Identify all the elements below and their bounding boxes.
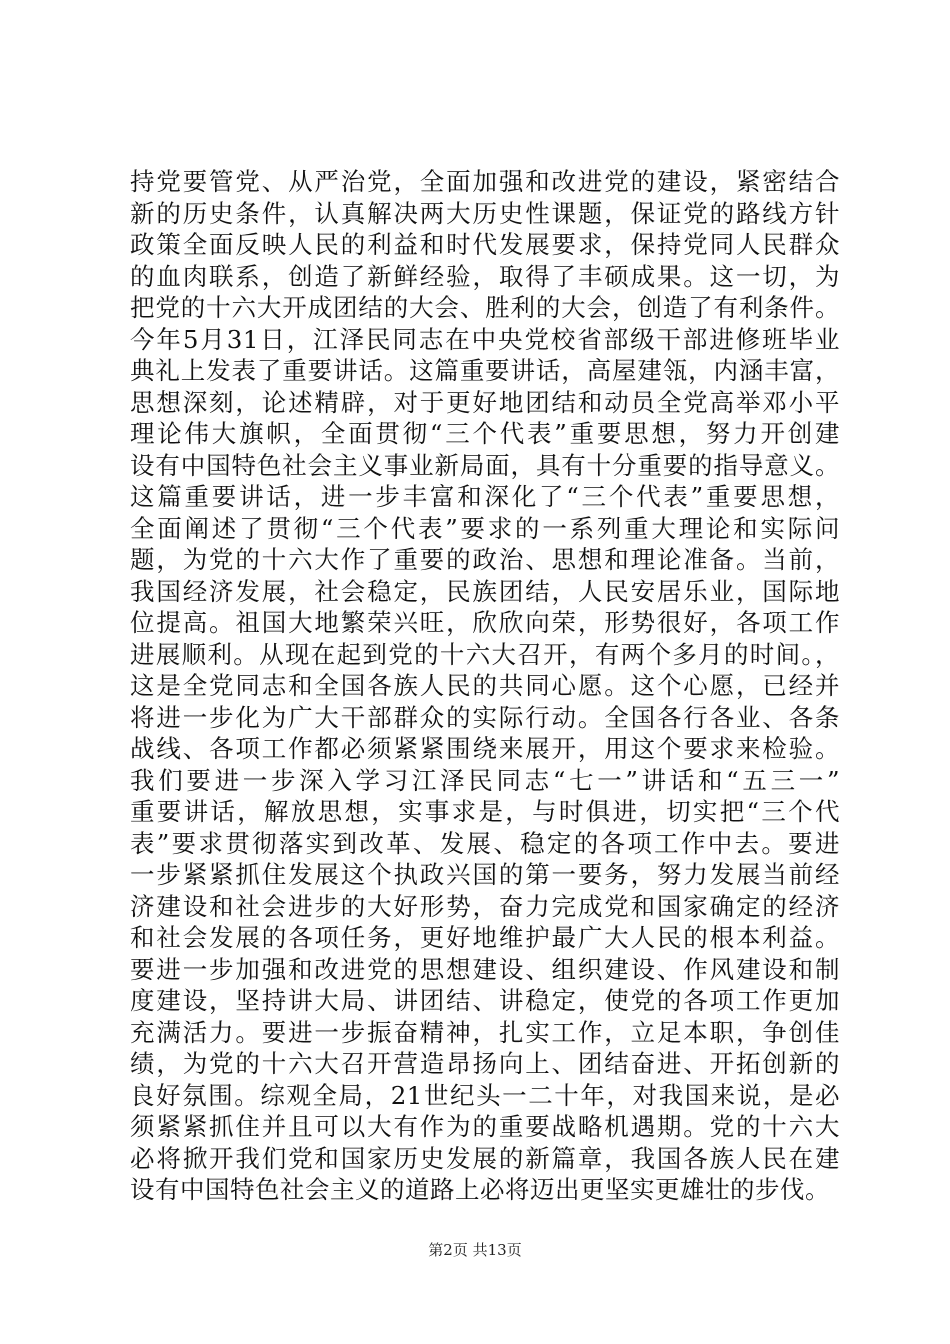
text-line: 的血肉联系，创造了新鲜经验，取得了丰硕成果。这一切，为	[130, 261, 840, 291]
text-line: 设有中国特色社会主义事业新局面，具有十分重要的指导意义。	[130, 450, 840, 480]
text-line: 把党的十六大开成团结的大会、胜利的大会，创造了有利条件。	[130, 293, 840, 322]
text-line: 典礼上发表了重要讲话。这篇重要讲话，高屋建瓴，内涵丰富，	[130, 356, 840, 385]
text-line: 必将掀开我们党和国家历史发展的新篇章，我国各族人民在建	[130, 1143, 840, 1173]
text-line: 今年5月31日，江泽民同志在中央党校省部级干部进修班毕业	[130, 324, 840, 354]
document-body	[130, 166, 840, 1206]
text-line: 绩，为党的十六大召开营造昂扬向上、团结奋进、开拓创新的	[130, 1049, 840, 1078]
text-line: 一步紧紧抓住发展这个执政兴国的第一要务，努力发展当前经	[130, 860, 840, 889]
text-line: 这篇重要讲话，进一步丰富和深化了“三个代表”重要思想，	[130, 482, 840, 511]
text-line: 新的历史条件，认真解决两大历史性课题，保证党的路线方针	[130, 198, 840, 228]
text-line: 战线、各项工作都必须紧紧围绕来展开，用这个要求来检验。	[130, 734, 840, 763]
text-line: 位提高。祖国大地繁荣兴旺，欣欣向荣，形势很好，各项工作	[130, 608, 840, 637]
text-line: 要进一步加强和改进党的思想建设、组织建设、作风建设和制	[130, 954, 840, 984]
text-line: 全面阐述了贯彻“三个代表”要求的一系列重大理论和实际问	[130, 513, 840, 543]
text-line: 度建设，坚持讲大局、讲团结、讲稳定，使党的各项工作更加	[130, 986, 840, 1015]
text-line: 济建设和社会进步的大好形势，奋力完成党和国家确定的经济	[130, 891, 840, 921]
text-line: 设有中国特色社会主义的道路上必将迈出更坚实更雄壮的步伐。	[130, 1175, 830, 1204]
text-line: 我国经济发展，社会稳定，民族团结，人民安居乐业，国际地	[130, 576, 840, 606]
text-line: 持党要管党、从严治党，全面加强和改进党的建设，紧密结合	[130, 167, 840, 196]
text-line: 理论伟大旗帜，全面贯彻“三个代表”重要思想，努力开创建	[130, 419, 840, 448]
text-line: 题，为党的十六大作了重要的政治、思想和理论准备。当前，	[130, 545, 840, 574]
text-line: 表”要求贯彻落实到改革、发展、稳定的各项工作中去。要进	[130, 828, 840, 858]
text-line: 这是全党同志和全国各族人民的共同心愿。这个心愿，已经并	[130, 671, 840, 700]
text-line: 将进一步化为广大干部群众的实际行动。全国各行各业、各条	[130, 702, 840, 732]
text-line: 我们要进一步深入学习江泽民同志“七一”讲话和“五三一”	[130, 765, 840, 795]
text-line: 和社会发展的各项任务，更好地维护最广大人民的根本利益。	[130, 923, 840, 952]
text-line: 进展顺利。从现在起到党的十六大召开，有两个多月的时间。，	[130, 639, 840, 669]
page-footer: 第2页 共13页	[428, 1241, 522, 1259]
text-line: 重要讲话，解放思想，实事求是，与时俱进，切实把“三个代	[130, 797, 840, 826]
text-line: 充满活力。要进一步振奋精神，扎实工作，立足本职，争创佳	[130, 1017, 840, 1047]
text-line: 思想深刻，论述精辟，对于更好地团结和动员全党高举邓小平	[130, 387, 840, 417]
text-line: 须紧紧抓住并且可以大有作为的重要战略机遇期。党的十六大	[130, 1112, 840, 1141]
text-line: 政策全面反映人民的利益和时代发展要求，保持党同人民群众	[130, 230, 840, 259]
text-line: 良好氛围。综观全局，21世纪头一二十年，对我国来说，是必	[130, 1080, 840, 1110]
